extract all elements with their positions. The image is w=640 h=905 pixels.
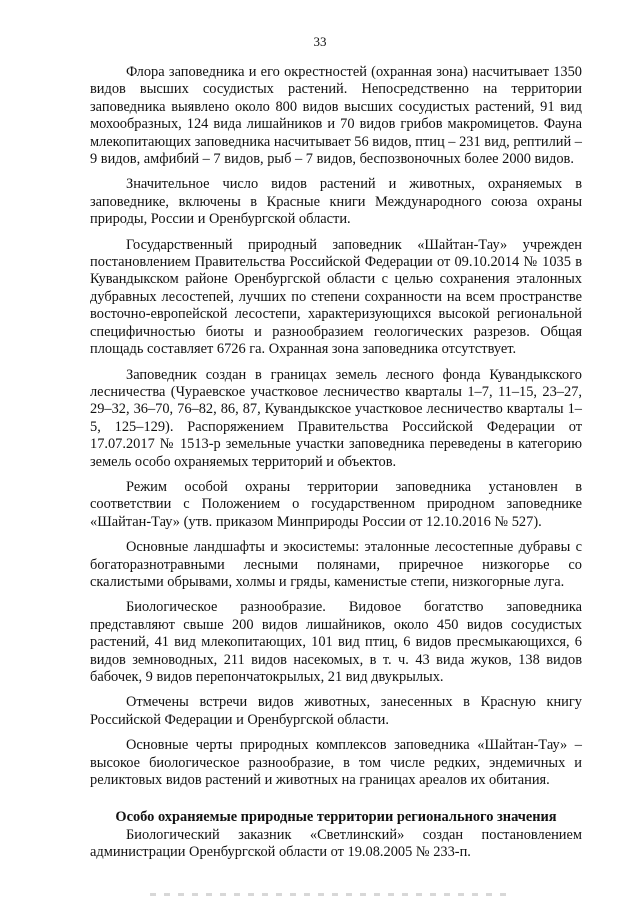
- paragraph-protection-regime: Режим особой охраны территории заповедника установлен в соответствии с Положением о государственном природном заповеднике «Шайтан-Тау» (утв. приказом Минприроды России от 12.10.2016 № 527).: [90, 478, 582, 530]
- paragraph-svetlinsky-reserve: Биологический заказник «Светлинский» создан постановлением администрации Оренбургской области от 19.08.2005 № 233-п.: [90, 826, 582, 861]
- paragraph-flora-fauna: Флора заповедника и его окрестностей (охранная зона) насчитывает 1350 видов высших сосудистых растений. Непосредственно на территории заповедника выявлено около 800 видов высших сосудистых растений, 91 вид мохообразных, 124 вида лишайников и 70 видов грибов макромицетов. Фауна млекопитающих заповедника насчитывает 56 видов, птиц – 231 вид, рептилий – 9 видов, амфибий – 7 видов, рыб – 7 видов, беспозвоночных более 2000 видов.: [90, 64, 582, 168]
- scan-artifact-line: [150, 893, 510, 896]
- paragraph-main-features: Основные черты природных комплексов заповедника «Шайтан-Тау» – высокое биологическое разнообразие, в том числе редких, эндемичных и реликтовых видов растений и животных на границах ареалов их обитания.: [90, 737, 582, 789]
- page-number: 33: [313, 34, 327, 49]
- section-heading: Особо охраняемые природные территории регионального значения: [115, 809, 557, 826]
- document-body: [90, 64, 582, 870]
- paragraph-red-book-species: Значительное число видов растений и животных, охраняемых в заповеднике, включены в Красные книги Международного союза охраны природы, России и Оренбургской области.: [90, 176, 582, 228]
- paragraph-biodiversity: Биологическое разнообразие. Видовое богатство заповедника представляют свыше 200 видов лишайников, около 450 видов сосудистых растений, 41 вид млекопитающих, 101 вид птиц, 6 видов пресмыкающихся, 6 видов земноводных, 211 видов насекомых, в т. ч. 43 вида жуков, 138 видов бабочек, 9 видов перепончатокрылых, 21 вид двукрылых.: [90, 599, 582, 685]
- paragraph-reserve-boundaries: Заповедник создан в границах земель лесного фонда Кувандыкского лесничества (Чураевское участковое лесничество кварталы 1–7, 11–15, 23–27, 29–32, 36–70, 76–82, 86, 87, Кувандыкское участковое лесничество кварталы 1–5, 125–129). Распоряжением Правительства Российской Федерации от 17.07.2017 № 1513-р земельные участки заповедника переведены в категорию земель особо охраняемых территорий и объектов.: [90, 366, 582, 470]
- paragraph-red-book-animals: Отмечены встречи видов животных, занесенных в Красную книгу Российской Федерации и Оренбургской области.: [90, 694, 582, 728]
- paragraph-reserve-establishment: Государственный природный заповедник «Шайтан-Тау» учрежден постановлением Правительства Российской Федерации от 09.10.2014 № 1035 в Кувандыкском районе Оренбургской области с целью сохранения эталонных дубравных лесостепей, лучших по степени сохранности на всем пространстве восточно-европейской лесостепи, характеризующихся высокой региональной специфичностью биоты и разнообразием геологических разрезов. Общая площадь составляет 6726 га. Охранная зона заповедника отсутствует.: [90, 236, 582, 358]
- paragraph-landscapes: Основные ландшафты и экосистемы: эталонные лесостепные дубравы с богаторазнотравными лесными полянами, приречное низкогорье со скалистыми обрывами, холмы и гряды, каменистые степи, низкогорные луга.: [90, 539, 582, 590]
